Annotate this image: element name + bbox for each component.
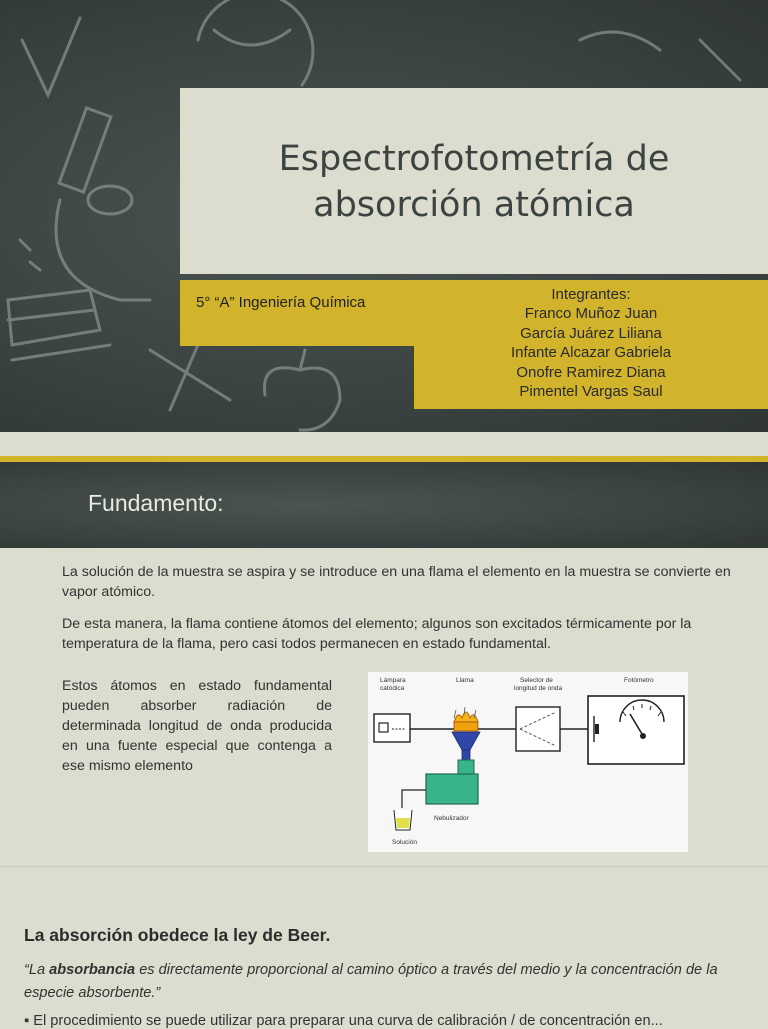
beer-law-slide — [0, 867, 768, 1029]
chalk-books-icon — [8, 290, 110, 360]
chalk-checkmark-icon — [22, 18, 80, 95]
solution-label: Solución — [392, 839, 417, 846]
paragraph: La solución de la muestra se aspira y se introduce en una flama el elemento en la muestra se convierte en vapor atómico. — [62, 564, 731, 600]
team-list — [414, 285, 768, 401]
team-member: García Juárez Liliana — [520, 324, 662, 342]
team-member: Onofre Ramirez Diana — [516, 363, 666, 381]
team-heading: Integrantes: — [551, 286, 631, 303]
nebulizer-icon — [402, 760, 478, 808]
chalk-microscope-icon — [20, 108, 150, 300]
photometer-icon — [588, 696, 684, 764]
selector-label-line1: Selector de — [520, 677, 553, 684]
paragraph: De esta manera, la flama contiene átomos del elemento; algunos son excitados térmicamente por la temperatura de la flama, pero casi todos permanecen en estado fundamental. — [62, 616, 692, 652]
fundamento-header — [0, 462, 768, 548]
bullet-text: El procedimiento se puede utilizar para preparar una curva de calibración / de concentración en... — [33, 1013, 663, 1029]
course-label: 5° “A” Ingeniería Química — [196, 294, 366, 311]
team-panel — [414, 280, 768, 409]
selector-label-line2: longitud de onda — [514, 685, 563, 692]
beer-law-heading: La absorción obedece la ley de Beer. — [24, 925, 331, 945]
beer-law-quote — [24, 959, 744, 1005]
cathode-lamp-icon — [374, 714, 410, 742]
flame-label: Llama — [456, 677, 474, 684]
chalk-globe-icon — [198, 0, 313, 85]
aas-instrument-diagram — [368, 672, 688, 852]
chalk-apple-icon — [264, 350, 340, 430]
team-member: Pimentel Vargas Saul — [519, 383, 663, 401]
title-slide — [0, 0, 768, 432]
chalk-plus-icon — [150, 340, 230, 410]
bullet-item: ▪ El procedimiento se puede utilizar para preparar una curva de calibración / de concentración en... — [24, 1013, 663, 1029]
wavelength-selector-icon — [516, 707, 560, 751]
team-member: Franco Muñoz Juan — [524, 305, 658, 323]
title-panel — [180, 88, 768, 274]
quote-bold-term: absorbancia — [49, 962, 136, 978]
slide-separator — [0, 432, 768, 456]
lamp-label-line2: catódica — [380, 685, 405, 692]
quote-open: “La — [24, 962, 50, 978]
fundamento-body — [0, 548, 768, 866]
fundamento-heading: Fundamento: — [88, 490, 224, 516]
sample-beaker-icon — [394, 810, 412, 830]
paragraph: Estos átomos en estado fundamental pueden absorber radiación de determinada longitud de onda producida en una fuente especial que contenga a ese mismo elemento — [62, 678, 332, 774]
course-banner — [180, 280, 414, 346]
photometer-label: Fotómetro — [624, 677, 654, 684]
quote-rest: es directamente proporcional al camino óptico a través del medio y la concentración de la especie absorbente.” — [24, 962, 718, 1001]
slide-title: Espectrofotometría de absorción atómica — [278, 139, 670, 225]
team-member: Infante Alcazar Gabriela — [510, 344, 672, 362]
nebulizer-label: Nebulizador — [434, 815, 469, 822]
lamp-label-line1: Lámpara — [380, 677, 406, 684]
flame-icon — [452, 707, 480, 760]
